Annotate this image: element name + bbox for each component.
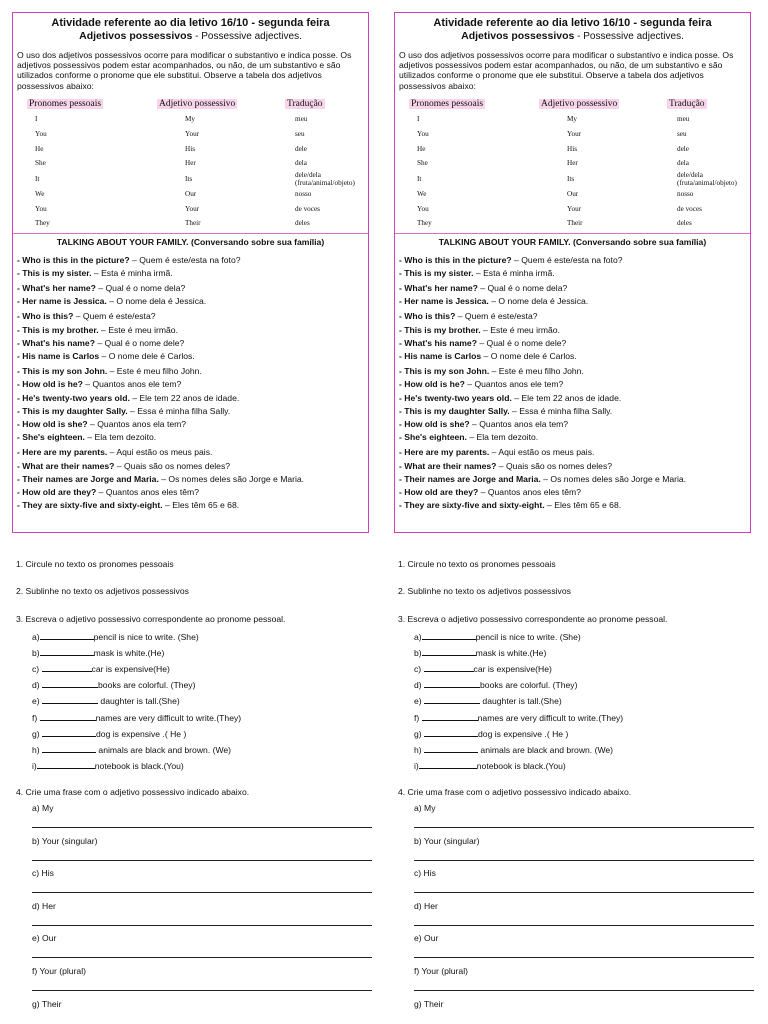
- dialogue-line: - How old is he? – Quantos anos ele tem?: [17, 379, 182, 390]
- adjective-cell: Its: [567, 174, 575, 183]
- activity-subtitle: Adjetivos possessivos - Possessive adjectives.: [79, 30, 302, 42]
- dialogue-line: - This is my sister. – Esta é minha irmã.: [399, 267, 555, 278]
- answer-blank[interactable]: [424, 662, 474, 672]
- fill-in-item: g) dog is expensive .( He ): [32, 728, 187, 739]
- translation-cell: seu: [295, 129, 305, 138]
- sentence-prompt: e) Our: [32, 933, 57, 944]
- adjective-cell: His: [567, 144, 577, 153]
- pronoun-cell: They: [417, 219, 432, 228]
- fill-in-item: e) daughter is tall.(She): [32, 696, 180, 707]
- pronoun-cell: I: [417, 115, 420, 124]
- pronoun-cell: He: [417, 144, 426, 153]
- fill-in-item: f) names are very difficult to write.(They): [32, 712, 242, 723]
- answer-blank[interactable]: [419, 759, 477, 769]
- table-row: [399, 187, 746, 202]
- pronoun-cell: She: [417, 159, 428, 168]
- dialogue-line: - How old are they? – Quantos anos eles têm?: [399, 487, 581, 498]
- sentence-prompt: g) Their: [32, 998, 62, 1009]
- adjective-cell: Your: [567, 204, 582, 213]
- dialogue-line: - How old is she? – Quantos anos ela tem?: [17, 419, 187, 430]
- dialogue-line: - What's his name? – Qual é o nome dele?: [399, 337, 567, 348]
- dialogue-line: - Their names are Jorge and Maria. – Os nomes deles são Jorge e Maria.: [399, 473, 687, 484]
- translation-cell: dele/dela (fruta/animal/objeto): [677, 170, 737, 187]
- dialogue-line: - What are their names? – Quais são os nomes deles?: [399, 460, 613, 471]
- pronoun-cell: It: [417, 174, 422, 183]
- answer-blank[interactable]: [424, 678, 480, 688]
- table-row: [17, 216, 364, 231]
- dialogue-line: - What's her name? – Qual é o nome dela?: [399, 283, 568, 294]
- pronoun-cell: It: [35, 174, 40, 183]
- answer-line[interactable]: [32, 892, 372, 893]
- table-body: [399, 112, 746, 231]
- pronoun-cell: You: [35, 129, 47, 138]
- header-translation: Tradução: [287, 98, 323, 109]
- pronoun-cell: I: [35, 115, 38, 124]
- adjective-cell: Your: [567, 129, 582, 138]
- dialogue-line: - Who is this? – Quem é este/esta?: [399, 311, 538, 322]
- translation-cell: de voces: [677, 204, 702, 213]
- fill-in-item: b) mask is white.(He): [32, 648, 165, 659]
- answer-blank[interactable]: [42, 743, 96, 753]
- dialogue-line: - What's his name? – Qual é o nome dele?: [17, 337, 185, 348]
- adjective-cell: Our: [567, 189, 579, 198]
- adjective-cell: His: [185, 144, 195, 153]
- fill-in-item: i) notebook is black.(You): [32, 760, 184, 771]
- dialogue: [399, 254, 746, 513]
- activity-subtitle: Adjetivos possessivos - Possessive adjectives.: [461, 30, 684, 42]
- answer-line[interactable]: [414, 957, 754, 958]
- fill-in-item: h) animals are black and brown. (We): [32, 744, 232, 755]
- adjective-cell: Our: [185, 189, 197, 198]
- worksheet-right: [394, 12, 751, 1009]
- activity-title: Atividade referente ao dia letivo 16/10 - segunda feira: [51, 17, 330, 29]
- dialogue-line: - He's twenty-two years old. – Ele tem 22 anos de idade.: [399, 392, 622, 403]
- fill-in-item: a) pencil is nice to write. (She): [414, 632, 581, 642]
- fill-in-item: e) daughter is tall.(She): [414, 696, 562, 707]
- pronoun-cell: We: [417, 189, 427, 198]
- adjective-cell: Your: [185, 129, 200, 138]
- question-4: 4. Crie uma frase com o adjetivo possessivo indicado abaixo.: [398, 787, 632, 797]
- possessive-table: [399, 99, 746, 231]
- dialogue-line: - This is my daughter Sally. – Essa é minha filha Sally.: [17, 405, 231, 416]
- intro-text: O uso dos adjetivos possessivos ocorre para modificar o substantivo e indica posse. Os adjetivos possessivos podem estar acompanhados, ou não, de um substantivo e são utilizados conforme o pronome que ele substitui. Observe a tabela dos adjetivos possessivos abaixo:: [399, 50, 734, 91]
- answer-line[interactable]: [414, 827, 754, 828]
- info-box: [12, 12, 369, 533]
- fill-in-item: a) pencil is nice to write. (She): [32, 632, 199, 642]
- sentence-prompt: a) My: [414, 803, 436, 813]
- dialogue-line: - How old is he? – Quantos anos ele tem?: [399, 379, 564, 390]
- answer-blank[interactable]: [422, 646, 476, 656]
- answer-blank[interactable]: [422, 711, 478, 721]
- translation-cell: seu: [677, 129, 687, 138]
- dialogue-line: - Their names are Jorge and Maria. – Os nomes deles são Jorge e Maria.: [17, 473, 305, 484]
- translation-cell: dela: [295, 159, 307, 168]
- translation-cell: deles: [677, 219, 692, 228]
- dialogue-line: - They are sixty-five and sixty-eight. – Eles têm 65 e 68.: [399, 500, 622, 511]
- sentence-prompt: b) Your (singular): [414, 835, 480, 846]
- translation-cell: deles: [295, 219, 310, 228]
- answer-blank[interactable]: [42, 662, 92, 672]
- adjective-cell: My: [567, 115, 577, 124]
- dialogue-line: - She's eighteen. – Ela tem dezoito.: [399, 432, 539, 443]
- answer-blank[interactable]: [424, 694, 480, 704]
- answer-blank[interactable]: [42, 678, 98, 688]
- translation-cell: nosso: [295, 189, 312, 198]
- dialogue-line: - What are their names? – Quais são os nomes deles?: [17, 460, 231, 471]
- question-2: 2. Sublinhe no texto os adjetivos possessivos: [16, 586, 189, 596]
- sentence-prompt: d) Her: [32, 900, 56, 911]
- answer-blank[interactable]: [40, 646, 94, 656]
- dialogue-line: - His name is Carlos – O nome dele é Carlos.: [17, 351, 195, 362]
- fill-in-item: f) names are very difficult to write.(They): [414, 712, 624, 723]
- sentence-prompt: f) Your (plural): [414, 966, 468, 976]
- sentence-prompt: e) Our: [414, 933, 439, 944]
- answer-line[interactable]: [414, 860, 754, 861]
- table-row: [17, 156, 364, 171]
- question-1: 1. Circule no texto os pronomes pessoais: [398, 559, 556, 569]
- adjective-cell: Your: [185, 204, 200, 213]
- translation-cell: meu: [295, 115, 308, 124]
- question-3: 3. Escreva o adjetivo possessivo correspondente ao pronome pessoal.: [16, 614, 286, 624]
- answer-line[interactable]: [32, 860, 372, 861]
- adjective-cell: Her: [185, 159, 196, 168]
- table-row: [17, 201, 364, 216]
- translation-cell: de voces: [295, 204, 320, 213]
- translation-cell: dela: [677, 159, 689, 168]
- answer-line[interactable]: [32, 990, 372, 991]
- dialogue-line: - This is my brother. – Este é meu irmão.: [399, 324, 560, 335]
- dialogue-line: - Here are my parents. – Aqui estão os meus pais.: [399, 447, 595, 458]
- translation-cell: dele: [295, 144, 307, 153]
- answer-line[interactable]: [32, 925, 372, 926]
- dialogue: [17, 254, 364, 513]
- sentence-prompt: c) His: [414, 868, 436, 879]
- fill-in-item: d) books are colorful. (They): [32, 680, 196, 691]
- answer-blank[interactable]: [422, 630, 476, 640]
- table-row: [399, 156, 746, 171]
- answer-blank[interactable]: [40, 630, 94, 640]
- answer-blank[interactable]: [37, 759, 95, 769]
- dialogue-line: - This is my brother. – Este é meu irmão.: [17, 324, 178, 335]
- sentence-prompt: d) Her: [414, 900, 438, 911]
- intro-text: O uso dos adjetivos possessivos ocorre para modificar o substantivo e indica posse. Os adjetivos possessivos podem estar acompanhados, ou não, de um substantivo e são utilizados conforme o pronome que ele substitui. Observe a tabela dos adjetivos possessivos abaixo:: [17, 50, 352, 91]
- answer-line[interactable]: [32, 957, 372, 958]
- fill-in-item: c) car is expensive(He): [32, 664, 170, 675]
- table-row: [17, 141, 364, 156]
- adjective-cell: Their: [185, 219, 201, 228]
- sentence-prompt: a) My: [32, 803, 54, 813]
- dialogue-line: - She's eighteen. – Ela tem dezoito.: [17, 432, 157, 443]
- family-title: TALKING ABOUT YOUR FAMILY. (Conversando sobre sua família): [438, 236, 707, 247]
- table-row: [399, 171, 746, 187]
- dialogue-line: - What's her name? – Qual é o nome dela?: [17, 283, 186, 294]
- family-title: TALKING ABOUT YOUR FAMILY. (Conversando sobre sua família): [56, 236, 325, 247]
- dialogue-line: - This is my son John. – Este é meu filho John.: [17, 366, 202, 377]
- sentence-prompt: b) Your (singular): [32, 835, 98, 846]
- table-row: [17, 171, 364, 187]
- pronoun-cell: She: [35, 159, 46, 168]
- sentence-prompt: c) His: [32, 868, 54, 879]
- adjective-cell: Its: [185, 174, 193, 183]
- table-row: [399, 141, 746, 156]
- translation-cell: nosso: [677, 189, 694, 198]
- answer-blank[interactable]: [42, 727, 96, 737]
- fill-in-item: b) mask is white.(He): [414, 648, 547, 659]
- header-translation: Tradução: [669, 98, 705, 109]
- translation-cell: dele/dela (fruta/animal/objeto): [295, 170, 355, 187]
- answer-line[interactable]: [414, 892, 754, 893]
- sentence-prompt: f) Your (plural): [32, 966, 86, 976]
- answer-line[interactable]: [414, 925, 754, 926]
- pronoun-cell: You: [417, 129, 429, 138]
- translation-cell: meu: [677, 115, 690, 124]
- table-body: [17, 112, 364, 231]
- fill-in-item: g) dog is expensive .( He ): [414, 728, 569, 739]
- table-row: [17, 127, 364, 142]
- pronoun-cell: We: [35, 189, 45, 198]
- table-row: [399, 112, 746, 127]
- fill-in-item: i) notebook is black.(You): [414, 760, 566, 771]
- answer-line[interactable]: [414, 990, 754, 991]
- table-row: [399, 216, 746, 231]
- question-4: 4. Crie uma frase com o adjetivo possessivo indicado abaixo.: [16, 787, 250, 797]
- question-3: 3. Escreva o adjetivo possessivo correspondente ao pronome pessoal.: [398, 614, 668, 624]
- pronoun-cell: They: [35, 219, 50, 228]
- sentence-prompt: g) Their: [414, 998, 444, 1009]
- question-2: 2. Sublinhe no texto os adjetivos possessivos: [398, 586, 571, 596]
- dialogue-line: - Who is this? – Quem é este/esta?: [17, 311, 156, 322]
- answer-blank[interactable]: [424, 743, 478, 753]
- dialogue-line: - They are sixty-five and sixty-eight. – Eles têm 65 e 68.: [17, 500, 240, 511]
- pronoun-cell: He: [35, 144, 44, 153]
- dialogue-line: - Who is this in the picture? – Quem é este/esta na foto?: [399, 254, 623, 265]
- divider: [395, 233, 750, 234]
- fill-in-item: h) animals are black and brown. (We): [414, 744, 614, 755]
- header-pronouns: Pronomes pessoais: [411, 98, 484, 109]
- header-pronouns: Pronomes pessoais: [29, 98, 102, 109]
- possessive-table: [17, 99, 364, 231]
- translation-cell: dele: [677, 144, 689, 153]
- dialogue-line: - How old is she? – Quantos anos ela tem?: [399, 419, 569, 430]
- fill-in-item: d) books are colorful. (They): [414, 680, 578, 691]
- divider: [13, 233, 368, 234]
- dialogue-line: - This is my son John. – Este é meu filho John.: [399, 366, 584, 377]
- dialogue-line: - He's twenty-two years old. – Ele tem 22 anos de idade.: [17, 392, 240, 403]
- dialogue-line: - Her name is Jessica. – O nome dela é Jessica.: [399, 296, 589, 307]
- adjective-cell: My: [185, 115, 195, 124]
- activity-title: Atividade referente ao dia letivo 16/10 - segunda feira: [433, 17, 712, 29]
- info-box: [394, 12, 751, 533]
- table-row: [399, 201, 746, 216]
- pronoun-cell: You: [417, 204, 429, 213]
- fill-in-item: c) car is expensive(He): [414, 664, 552, 675]
- dialogue-line: - This is my daughter Sally. – Essa é minha filha Sally.: [399, 405, 613, 416]
- table-row: [399, 127, 746, 142]
- answer-blank[interactable]: [40, 711, 96, 721]
- dialogue-line: - How old are they? – Quantos anos eles têm?: [17, 487, 199, 498]
- dialogue-line: - Here are my parents. – Aqui estão os meus pais.: [17, 447, 213, 458]
- table-row: [17, 187, 364, 202]
- header-adjectives: Adjetivo possessivo: [541, 98, 618, 109]
- dialogue-line: - His name is Carlos – O nome dele é Carlos.: [399, 351, 577, 362]
- answer-line[interactable]: [32, 827, 372, 828]
- adjective-cell: Their: [567, 219, 583, 228]
- question-1: 1. Circule no texto os pronomes pessoais: [16, 559, 174, 569]
- pronoun-cell: You: [35, 204, 47, 213]
- answer-blank[interactable]: [42, 694, 98, 704]
- table-row: [17, 112, 364, 127]
- header-adjectives: Adjetivo possessivo: [159, 98, 236, 109]
- dialogue-line: - This is my sister. – Esta é minha irmã.: [17, 267, 173, 278]
- adjective-cell: Her: [567, 159, 578, 168]
- dialogue-line: - Her name is Jessica. – O nome dela é Jessica.: [17, 296, 207, 307]
- answer-blank[interactable]: [424, 727, 478, 737]
- worksheet-left: [12, 12, 369, 1009]
- dialogue-line: - Who is this in the picture? – Quem é este/esta na foto?: [17, 254, 241, 265]
